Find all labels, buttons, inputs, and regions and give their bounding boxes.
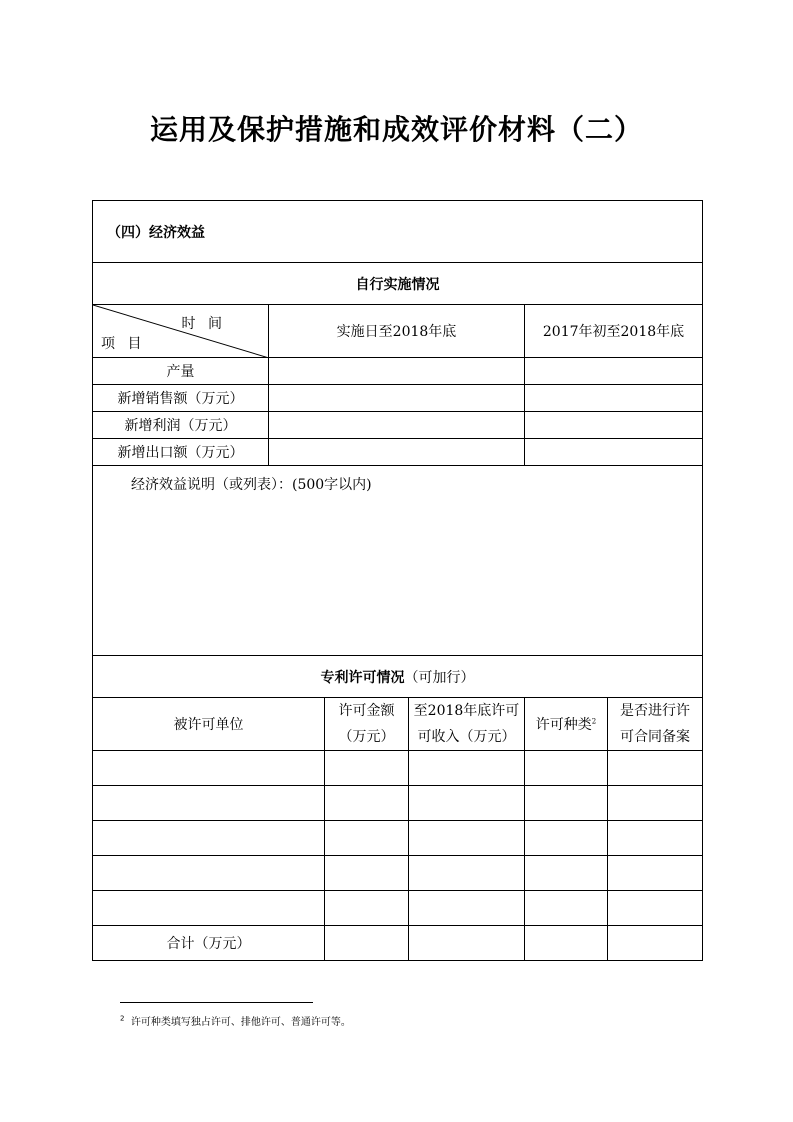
input-cell[interactable] <box>269 439 525 466</box>
footnote-mark: 2 <box>591 717 597 726</box>
footnote-number: 2 <box>120 1014 125 1023</box>
row-label-new-export: 新增出口额（万元） <box>93 439 269 466</box>
header-license-amount-line1: 许可金额 <box>338 703 395 719</box>
input-cell[interactable] <box>525 926 608 961</box>
total-label: 合计（万元） <box>93 926 325 961</box>
input-cell[interactable] <box>608 926 703 961</box>
input-cell[interactable] <box>93 891 325 926</box>
col-header-since-impl: 实施日至2018年底 <box>269 305 525 358</box>
input-cell[interactable] <box>409 926 525 961</box>
table-row <box>93 856 703 891</box>
section-heading: （四）经济效益 <box>93 201 703 263</box>
license-title: 专利许可情况 <box>320 669 405 686</box>
header-time-label: 时 间 <box>181 316 226 332</box>
evaluation-table <box>92 200 703 961</box>
header-licensee-unit: 被许可单位 <box>93 698 325 751</box>
footnote-separator <box>120 1002 313 1003</box>
input-cell[interactable] <box>93 786 325 821</box>
input-cell[interactable] <box>409 821 525 856</box>
input-cell[interactable] <box>325 891 409 926</box>
input-cell[interactable] <box>525 358 703 385</box>
input-cell[interactable] <box>409 786 525 821</box>
col-header-2017-2018: 2017年初至2018年底 <box>525 305 703 358</box>
input-cell[interactable] <box>93 856 325 891</box>
input-cell[interactable] <box>608 786 703 821</box>
header-contract-record <box>608 698 703 751</box>
diagonal-header-cell <box>93 305 269 358</box>
input-cell[interactable] <box>525 385 703 412</box>
input-cell[interactable] <box>608 891 703 926</box>
input-cell[interactable] <box>325 821 409 856</box>
economic-benefit-description[interactable] <box>93 466 703 656</box>
input-cell[interactable] <box>608 821 703 856</box>
header-license-income-line2: 可收入（万元） <box>417 729 516 745</box>
table-row <box>93 751 703 786</box>
input-cell[interactable] <box>525 891 608 926</box>
input-cell[interactable] <box>608 856 703 891</box>
input-cell[interactable] <box>269 412 525 439</box>
input-cell[interactable] <box>525 786 608 821</box>
input-cell[interactable] <box>269 385 525 412</box>
input-cell[interactable] <box>269 358 525 385</box>
input-cell[interactable] <box>409 891 525 926</box>
input-cell[interactable] <box>93 821 325 856</box>
input-cell[interactable] <box>525 751 608 786</box>
row-label-output: 产量 <box>93 358 269 385</box>
header-license-income <box>409 698 525 751</box>
input-cell[interactable] <box>325 926 409 961</box>
input-cell[interactable] <box>325 786 409 821</box>
input-cell[interactable] <box>525 439 703 466</box>
input-cell[interactable] <box>409 856 525 891</box>
header-contract-record-line1: 是否进行许 <box>620 703 691 719</box>
self-impl-title: 自行实施情况 <box>93 263 703 305</box>
header-license-type-label: 许可种类 <box>535 717 592 733</box>
table-row <box>93 821 703 856</box>
input-cell[interactable] <box>325 856 409 891</box>
header-item-label: 项 目 <box>101 336 146 352</box>
input-cell[interactable] <box>608 751 703 786</box>
input-cell[interactable] <box>525 821 608 856</box>
header-license-amount-line2: （万元） <box>338 729 395 745</box>
footnote-text: 许可种类填写独占许可、排他许可、普通许可等。 <box>130 1017 351 1028</box>
description-label: 经济效益说明（或列表）：(500字以内) <box>131 477 372 493</box>
header-contract-record-line2: 可合同备案 <box>620 729 691 745</box>
input-cell[interactable] <box>325 751 409 786</box>
row-label-new-sales: 新增销售额（万元） <box>93 385 269 412</box>
footnote <box>120 1013 351 1028</box>
header-license-income-line1: 至2018年底许可 <box>413 703 520 719</box>
page-title: 运用及保护措施和成效评价材料（二） <box>149 113 643 146</box>
input-cell[interactable] <box>93 751 325 786</box>
license-title-note: （可加行） <box>404 669 475 686</box>
total-row <box>93 926 703 961</box>
input-cell[interactable] <box>409 751 525 786</box>
input-cell[interactable] <box>525 856 608 891</box>
row-label-new-profit: 新增利润（万元） <box>93 412 269 439</box>
input-cell[interactable] <box>525 412 703 439</box>
license-section-title <box>93 656 703 698</box>
header-license-amount <box>325 698 409 751</box>
header-license-type <box>525 698 608 751</box>
table-row <box>93 891 703 926</box>
table-row <box>93 786 703 821</box>
